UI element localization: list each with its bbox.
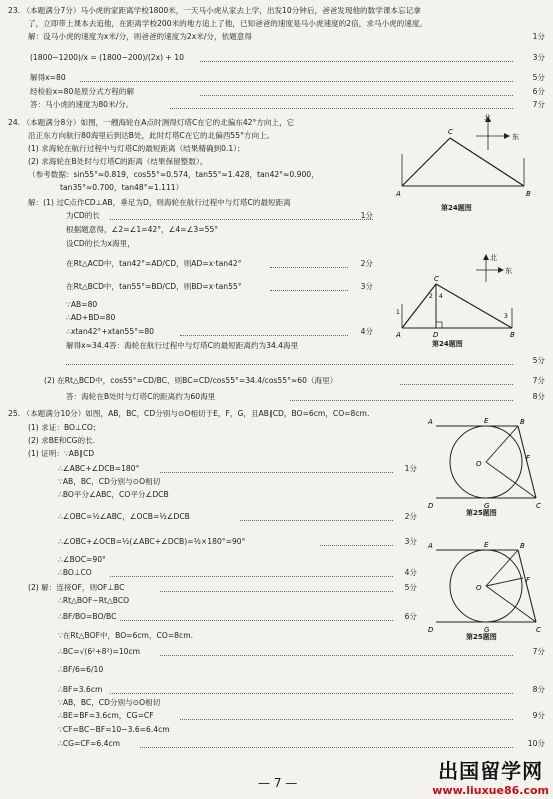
point-label: B	[520, 418, 525, 426]
vertex-label: D	[433, 331, 439, 338]
score-mark: 5分	[404, 583, 417, 592]
angle-label: 3	[504, 313, 508, 320]
point-label: B	[520, 542, 525, 550]
point-label: O	[476, 460, 482, 468]
north-label: 北	[484, 114, 491, 122]
point-label: C	[536, 626, 541, 634]
score-mark: 7分	[532, 376, 545, 385]
vertex-label: C	[434, 275, 439, 283]
score-mark: 4分	[360, 327, 373, 336]
score-mark: 8分	[532, 685, 545, 694]
score-mark: 1分	[404, 464, 417, 473]
score-mark: 9分	[532, 711, 545, 720]
logo-url: www.liuxue86.com	[432, 784, 549, 797]
score-mark: 7分	[532, 647, 545, 656]
angle-label: 2	[429, 293, 433, 300]
score-mark: 10分	[527, 739, 545, 748]
figure-caption: 第24题图	[432, 340, 463, 348]
point-label: G	[484, 626, 490, 634]
score-mark: 5分	[532, 73, 545, 82]
logo-text: 出国留学网	[438, 759, 544, 783]
score-mark: 1分	[360, 211, 373, 220]
point-label: O	[476, 584, 482, 592]
east-label: 东	[505, 267, 512, 275]
east-label: 东	[512, 133, 519, 141]
point-label: F	[526, 454, 531, 462]
site-logo	[432, 755, 549, 797]
vertex-label: B	[510, 331, 515, 338]
point-label: E	[484, 418, 489, 425]
figure-25-diagram-annotated	[424, 542, 544, 634]
score-mark: 6分	[532, 87, 545, 96]
score-mark: 7分	[532, 100, 545, 109]
figure-25-diagram	[424, 418, 544, 510]
point-label: G	[484, 502, 490, 510]
point-label: C	[536, 502, 541, 510]
point-label: D	[428, 626, 434, 634]
vertex-label: B	[526, 190, 531, 198]
point-label: E	[484, 542, 489, 549]
score-mark: 3分	[360, 282, 373, 291]
vertex-label: A	[396, 331, 401, 338]
figure-24-diagram	[384, 114, 544, 210]
page-number: — 7 —	[258, 776, 298, 790]
north-label: 北	[490, 254, 497, 262]
figure-caption: 第25题图	[466, 633, 497, 641]
angle-label: 1	[396, 309, 400, 316]
figure-caption: 第25题图	[466, 509, 497, 517]
exam-answer-page: 23. （本题满分7分）马小虎的家距离学校1800米，一天马小虎从家去上学，出发10分钟后，爸爸发现他的数学课本忘记拿 了，立即带上课本去追他，在距离学校200米的地方追上了他，已知爸爸的速度是马小虎速度的2倍，求马小虎的速度。 解：设马小虎的速度为x米/分，则爸爸的速度为2x米/分，依题意得 1分 (1800−1200)/x = (1800−200)/(2x) + 10 3分 解得x=80 5分 经检验x=80是原分式方程的解 6分 答：马小虎的速度为80米/分。 7分 24. （本题满分8分）如图，一艘海轮在A点时测得灯塔C在它的北偏东42°方向上，它 沿正东方向航行80海里后到达B处，此时灯塔C在它的北偏西55°方向上。 (1) 求海轮在航行过程中与灯塔C的最短距离（结果精确到0.1）； (2) 求海轮在B处时与灯塔C的距离（结果保留整数）。 （参考数据：sin55°≈0.819，cos55°≈0.574，tan55°≈1.428，tan42°≈0.900， tan35°≈0.700，tan48°≈1.111） 解：(1) 过C点作CD⊥AB，垂足为D，则海轮在航行过程中与灯塔C的最短距离 为CD的长 1分 根据题意得，∠2=∠1=42°，∠4=∠3=55° 设CD的长为x海里， 在Rt△ACD中，tan42°=AD/CD，则AD=x·tan42° 2分 在Rt△BCD中，tan55°=BD/CD，则BD=x·tan55° 3分 ∵AB=80 ∴AD+BD=80 ∴xtan42°+xtan55°=80 4分 解得x≈34.4答：海轮在航行过程中与灯塔C的最短距离约为34.4海里 5分 (2) 在Rt△BCD中，cos55°=CD/BC，则BC=CD/cos55°=34.4/cos55°≈60（海里） 7分 答：海轮在B处时与灯塔C的距离约为60海里 8分 北 东 A B C 第24题图 北 东 A B C D 1 2 3 4 第24题图 25. （本题满分10分）如图，AB，BC，CD分别与⊙O相切于E，F，G，且AB∥CD，BO=6cm，CO=8cm. (1) 求证：BO⊥CO； (2) 求BE和CG的长. (1) 证明：∵AB∥CD ∴∠ABC+∠DCB=180° 1分 ∵AB，BC，CD分别与⊙O相切 ∴BO平分∠ABC，CO平分∠DCB ∴∠OBC=½∠ABC，∠OCB=½∠DCB 2分 ∴∠OBC+∠OCB=½(∠ABC+∠DCB)=½×180°=90° 3分 ∴∠BOC=90° ∴BO⊥CO 4分 (2) 解：连接OF，则OF⊥BC 5分 ∴Rt△BOF∽Rt△BCO ∴BF/BO=BO/BC 6分 ∵在Rt△BOF中，BO=6cm，CO=8cm. ∴BC=√(6²+8²)=10cm 7分 ∴BF/6=6/10 ∴BF=3.6cm 8分 ∵AB，BC，CD分别与⊙O相切 ∴BE=BF=3.6cm，CG=CF 9分 ∵CF=BC−BF=10−3.6=6.4cm ∴CG=CF=6.4cm 10分 A B C D E F G O 第25题图 A B C D E F G O 第25题图 — 7 — 出国留学网 www.liuxue86.com	[8, 6, 549, 797]
score-mark: 3分	[404, 537, 417, 546]
score-mark: 2分	[360, 259, 373, 268]
angle-label: 4	[439, 293, 443, 300]
score-mark: 3分	[532, 53, 545, 62]
score-mark: 2分	[404, 512, 417, 521]
point-label: D	[428, 502, 434, 510]
point-label: A	[428, 542, 433, 550]
score-mark: 6分	[404, 612, 417, 621]
score-mark: 4分	[404, 568, 417, 577]
point-label: A	[428, 418, 433, 426]
figure-24-diagram-annotated	[392, 248, 542, 338]
score-mark: 1分	[532, 32, 545, 41]
score-mark: 5分	[532, 356, 545, 365]
point-label: F	[526, 576, 531, 584]
figure-caption: 第24题图	[441, 204, 472, 212]
vertex-label: C	[448, 128, 453, 136]
score-mark: 8分	[532, 392, 545, 401]
vertex-label: A	[396, 190, 401, 198]
